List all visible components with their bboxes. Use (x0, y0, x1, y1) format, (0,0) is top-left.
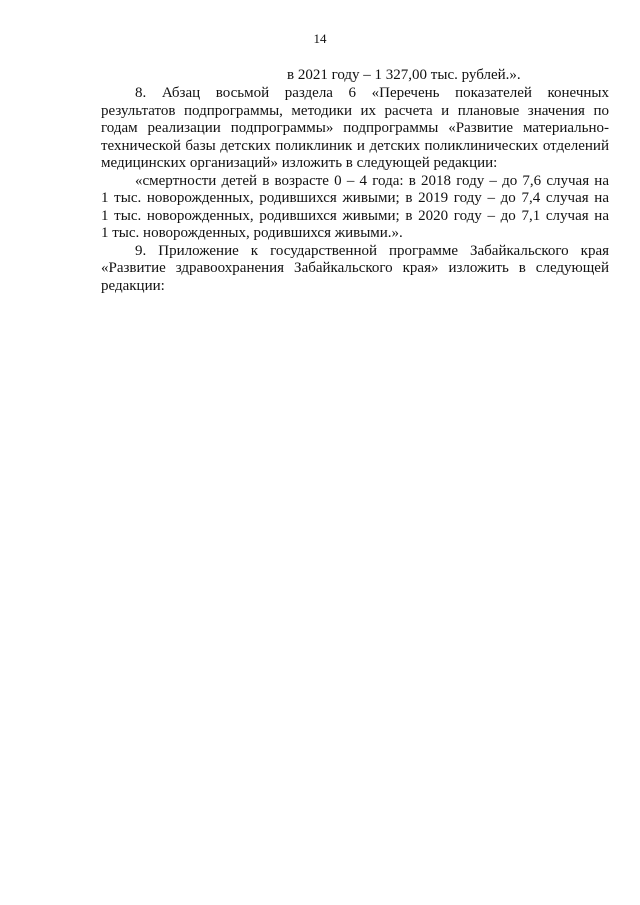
paragraph-8-line-1: 8. Абзац восьмой раздела 6 «Перечень показателей конечных (135, 85, 609, 101)
text-line-1: в 2021 году – 1 327,00 тыс. рублей.». (287, 67, 521, 83)
paragraph-8-line-2: результатов подпрограммы, методики их расчета и плановые значения по (101, 103, 609, 119)
paragraph-9-line-1: 9. Приложение к государственной программе Забайкальского края (135, 243, 609, 259)
page-number: 14 (313, 31, 327, 46)
quoted-text-line-1: «смертности детей в возрасте 0 – 4 года: в 2018 году – до 7,6 случая на (135, 173, 609, 189)
quoted-text-line-2: 1 тыс. новорожденных, родившихся живыми; в 2019 году – до 7,4 случая на (101, 190, 609, 206)
paragraph-8-line-3: годам реализации подпрограммы» подпрограммы «Развитие материально- (101, 120, 609, 136)
paragraph-8-line-4: технической базы детских поликлиник и детских поликлинических отделений (101, 138, 609, 154)
quoted-text-line-3: 1 тыс. новорожденных, родившихся живыми; в 2020 году – до 7,1 случая на (101, 208, 609, 224)
quoted-text-line-4: 1 тыс. новорожденных, родившихся живыми.». (101, 225, 403, 241)
paragraph-9-line-2: «Развитие здравоохранения Забайкальского края» изложить в следующей (101, 260, 609, 276)
paragraph-9-line-3: редакции: (101, 278, 165, 294)
paragraph-8-line-5: медицинских организаций» изложить в следующей редакции: (101, 155, 498, 171)
